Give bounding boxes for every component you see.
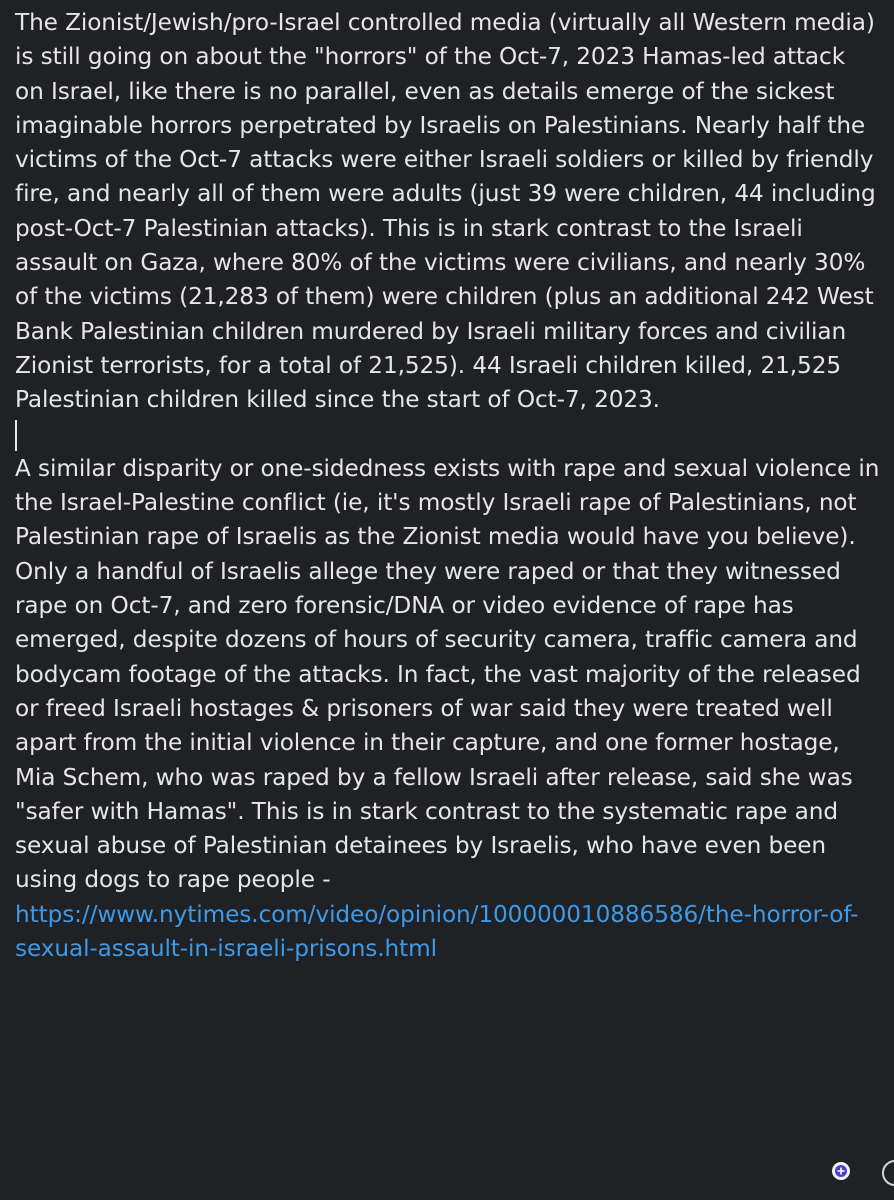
resize-handle[interactable] [874, 1160, 894, 1200]
plus-circle-icon[interactable] [832, 1162, 850, 1180]
paragraph-2-text: A similar disparity or one-sidedness exists with rape and sexual violence in the Israel-Palestine conflict (ie, it's mostly Israeli rape of Palestinians, not Palestinian rape of Israelis as the Zionist media would have you believe). Only a handful of Israelis allege they were raped or that they witnessed rape on Oct-7, and zero forensic/DNA or video evidence of rape has emerged, despite dozens of hours of security camera, traffic camera and bodycam footage of the attacks. In fact, the vast majority of the released or freed Israeli hostages & prisoners of war said they were treated well apart from the initial violence in their capture, and one former hostage, Mia Schem, who was raped by a fellow Israeli after release, said she was "safer with Hamas". This is in stark contrast to the systematic rape and sexual abuse of Palestinian detainees by Israelis, who have even been using dogs to rape people - [15, 454, 880, 894]
paragraph-1: The Zionist/Jewish/pro-Israel controlled media (virtually all Western media) is still going on about the "horrors" of the Oct-7, 2023 Hamas-led attack on Israel, like there is no parallel, even as details emerge of the sickest imaginable horrors perpetrated by Israelis on Palestinians. Nearly half the victims of the Oct-7 attacks were either Israeli soldiers or killed by friendly fire, and nearly all of them were adults (just 39 were children, 44 including post-Oct-7 Palestinian attacks). This is in stark contrast to the Israeli assault on Gaza, where 80% of the victims were civilians, and nearly 30% of the victims (21,283 of them) were children (plus an additional 242 West Bank Palestinian children murdered by Israeli military forces and civilian Zionist terrorists, for a total of 21,525). 44 Israeli children killed, 21,525 Palestinian children killed since the start of Oct-7, 2023. [15, 9, 876, 414]
paragraph-2 [15, 452, 880, 966]
text-caret [15, 420, 17, 451]
nytimes-link[interactable]: https://www.nytimes.com/video/opinion/100000010886586/the-horror-of-sexual-assault-in-israeli-prisons.html [15, 900, 859, 963]
empty-line [15, 418, 880, 452]
resize-handle-icon [882, 1160, 894, 1186]
